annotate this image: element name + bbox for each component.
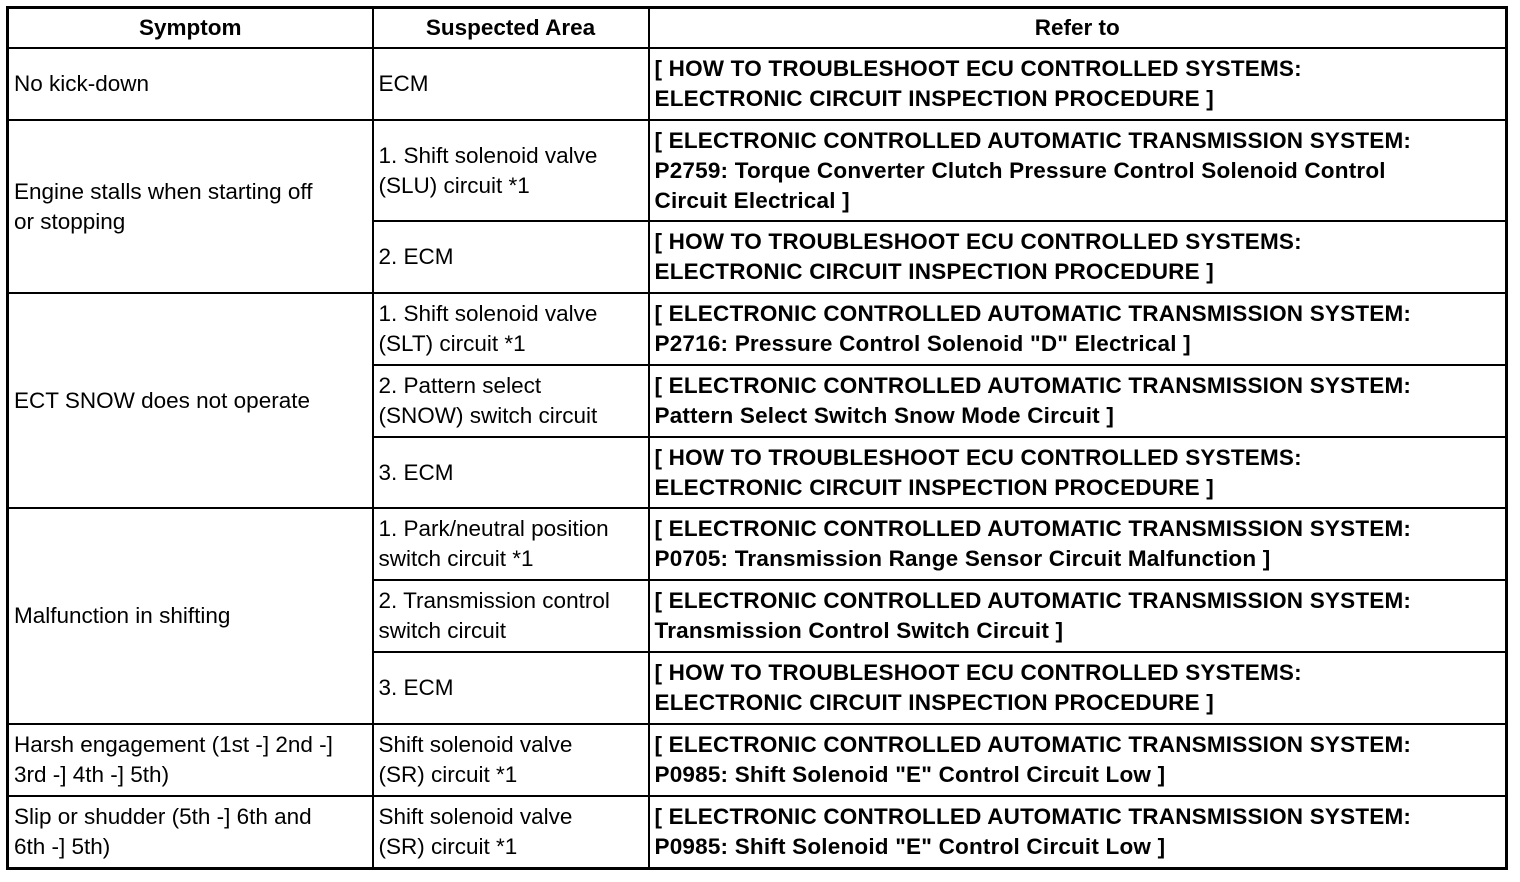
suspected-area-text: Shift solenoid valve (378, 804, 573, 829)
refer-to-cell (649, 796, 1507, 869)
suspected-area-text: 1. Shift solenoid valve (378, 142, 598, 168)
symptom-text: Slip or shudder (5th -] 6th and (14, 804, 312, 829)
refer-to-cell (649, 120, 1507, 221)
header-symptom: Symptom (8, 8, 373, 49)
symptom-text: ECT SNOW does not operate (14, 387, 310, 413)
table-row (8, 120, 1507, 221)
suspected-area-text: Shift solenoid valve (378, 732, 573, 757)
symptom-cell (8, 120, 373, 293)
symptom-cell (8, 796, 373, 869)
suspected-area-cell (373, 580, 649, 652)
refer-to-cell (649, 221, 1507, 293)
table-row (8, 48, 1507, 120)
symptom-text: Harsh engagement (1st -] 2nd -] (14, 732, 333, 757)
symptom-text: or stopping (14, 208, 126, 234)
symptom-cell (8, 48, 373, 120)
refer-to-cell (649, 293, 1507, 365)
refer-to-link[interactable]: [ ELECTRONIC CONTROLLED AUTOMATIC TRANSMISSION SYSTEM: (654, 804, 1412, 829)
refer-to-cell (649, 508, 1507, 580)
refer-to-link[interactable]: Circuit Electrical ] (654, 187, 850, 213)
suspected-area-text: switch circuit (378, 618, 507, 643)
refer-to-link[interactable]: ELECTRONIC CIRCUIT INSPECTION PROCEDURE ] (654, 690, 1214, 715)
suspected-area-cell (373, 48, 649, 120)
refer-to-link[interactable]: ELECTRONIC CIRCUIT INSPECTION PROCEDURE ] (654, 474, 1214, 500)
suspected-area-cell (373, 652, 649, 724)
suspected-area-text: (SNOW) switch circuit (378, 403, 598, 428)
refer-to-cell (649, 365, 1507, 437)
suspected-area-text: (SLT) circuit *1 (378, 331, 526, 356)
refer-to-link[interactable]: [ ELECTRONIC CONTROLLED AUTOMATIC TRANSMISSION SYSTEM: (654, 588, 1412, 613)
refer-to-cell (649, 580, 1507, 652)
refer-to-link[interactable]: P0705: Transmission Range Sensor Circuit Malfunction ] (654, 546, 1271, 571)
suspected-area-text: 3. ECM (378, 459, 454, 485)
suspected-area-cell (373, 120, 649, 221)
refer-to-link[interactable]: [ ELECTRONIC CONTROLLED AUTOMATIC TRANSMISSION SYSTEM: (654, 127, 1412, 153)
symptom-text: 3rd -] 4th -] 5th) (14, 762, 170, 787)
suspected-area-cell (373, 508, 649, 580)
suspected-area-text: 3. ECM (378, 675, 454, 700)
refer-to-link[interactable]: [ HOW TO TROUBLESHOOT ECU CONTROLLED SYSTEMS: (654, 444, 1302, 470)
symptom-cell (8, 508, 373, 724)
suspected-area-cell (373, 437, 649, 508)
table-row (8, 508, 1507, 580)
troubleshooting-table (6, 6, 1508, 870)
refer-to-link[interactable]: [ HOW TO TROUBLESHOOT ECU CONTROLLED SYSTEMS: (654, 229, 1302, 254)
header-refer-to: Refer to (649, 8, 1507, 49)
symptom-cell (8, 293, 373, 508)
refer-to-link[interactable]: [ HOW TO TROUBLESHOOT ECU CONTROLLED SYSTEMS: (654, 660, 1302, 685)
suspected-area-text: 1. Shift solenoid valve (378, 301, 598, 326)
suspected-area-cell (373, 796, 649, 869)
suspected-area-cell (373, 221, 649, 293)
symptom-text: Malfunction in shifting (14, 603, 231, 628)
table-row (8, 293, 1507, 365)
suspected-area-cell (373, 293, 649, 365)
suspected-area-text: 2. ECM (378, 244, 454, 269)
suspected-area-text: (SR) circuit *1 (378, 834, 518, 859)
suspected-area-text: switch circuit *1 (378, 546, 534, 571)
suspected-area-text: (SR) circuit *1 (378, 762, 518, 787)
header-suspected-area: Suspected Area (373, 8, 649, 49)
suspected-area-text: ECM (378, 71, 429, 96)
suspected-area-text: 2. Transmission control (378, 588, 610, 613)
refer-to-link[interactable]: [ ELECTRONIC CONTROLLED AUTOMATIC TRANSMISSION SYSTEM: (654, 732, 1412, 757)
suspected-area-cell (373, 365, 649, 437)
symptom-text: No kick-down (14, 71, 150, 96)
refer-to-link[interactable]: ELECTRONIC CIRCUIT INSPECTION PROCEDURE ] (654, 86, 1214, 111)
refer-to-cell (649, 724, 1507, 796)
symptom-cell (8, 724, 373, 796)
refer-to-link[interactable]: [ ELECTRONIC CONTROLLED AUTOMATIC TRANSMISSION SYSTEM: (654, 516, 1412, 541)
refer-to-cell (649, 652, 1507, 724)
header-row (8, 8, 1507, 49)
refer-to-link[interactable]: Pattern Select Switch Snow Mode Circuit ] (654, 403, 1115, 428)
symptom-text: Engine stalls when starting off (14, 178, 313, 204)
refer-to-link[interactable]: P2759: Torque Converter Clutch Pressure Control Solenoid Control (654, 157, 1386, 183)
refer-to-cell (649, 437, 1507, 508)
suspected-area-cell (373, 724, 649, 796)
refer-to-link[interactable]: [ ELECTRONIC CONTROLLED AUTOMATIC TRANSMISSION SYSTEM: (654, 373, 1412, 398)
refer-to-link[interactable]: [ ELECTRONIC CONTROLLED AUTOMATIC TRANSMISSION SYSTEM: (654, 301, 1412, 326)
refer-to-link[interactable]: P2716: Pressure Control Solenoid "D" Electrical ] (654, 331, 1191, 356)
table-row (8, 796, 1507, 869)
table-row (8, 724, 1507, 796)
refer-to-link[interactable]: P0985: Shift Solenoid "E" Control Circuit Low ] (654, 834, 1166, 859)
refer-to-link[interactable]: P0985: Shift Solenoid "E" Control Circuit Low ] (654, 762, 1166, 787)
refer-to-link[interactable]: Transmission Control Switch Circuit ] (654, 618, 1064, 643)
refer-to-link[interactable]: [ HOW TO TROUBLESHOOT ECU CONTROLLED SYSTEMS: (654, 56, 1302, 81)
suspected-area-text: 2. Pattern select (378, 373, 542, 398)
suspected-area-text: 1. Park/neutral position (378, 516, 609, 541)
refer-to-link[interactable]: ELECTRONIC CIRCUIT INSPECTION PROCEDURE ] (654, 259, 1214, 284)
troubleshooting-table-container (6, 6, 1508, 870)
symptom-text: 6th -] 5th) (14, 834, 111, 859)
refer-to-cell (649, 48, 1507, 120)
suspected-area-text: (SLU) circuit *1 (378, 172, 530, 198)
